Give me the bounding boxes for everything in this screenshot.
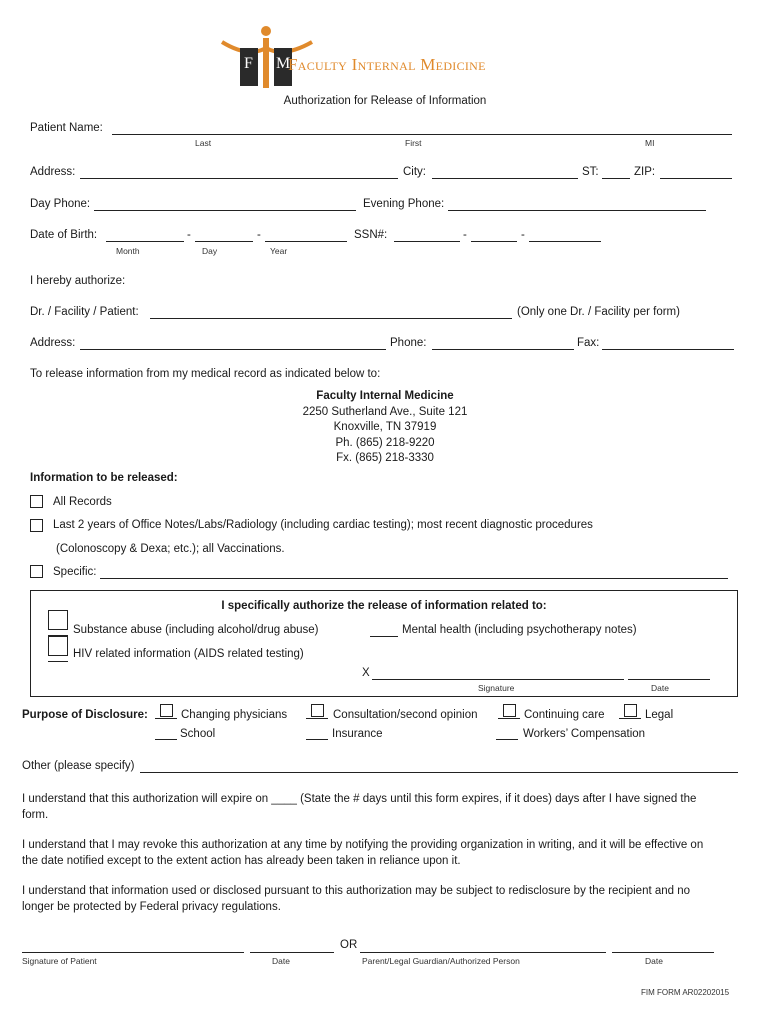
specific-checkbox[interactable] — [30, 565, 43, 578]
provider-address-label: Address: — [30, 337, 76, 349]
last2-years-checkbox[interactable] — [30, 519, 43, 532]
consultation-label: Consultation/second opinion — [333, 709, 478, 721]
patient-name-label: Patient Name: — [30, 122, 103, 134]
hiv-underline — [48, 651, 68, 662]
address-label: Address: — [30, 166, 76, 178]
changing-physicians-label: Changing physicians — [181, 709, 288, 721]
evening-phone-field[interactable] — [448, 200, 706, 211]
logo-name: Faculty Internal Medicine — [288, 55, 486, 74]
ssn-sep1: - — [463, 229, 467, 241]
or-text: OR — [340, 939, 358, 951]
dob-day-sublabel: Day — [202, 246, 218, 256]
state-label: ST: — [582, 166, 599, 178]
school-label: School — [180, 728, 216, 740]
consultation-underline — [306, 708, 328, 719]
ssn-label: SSN#: — [354, 229, 388, 241]
mental-health-checkbox[interactable] — [370, 626, 398, 637]
redisclose-paragraph — [22, 883, 690, 915]
continuing-underline — [498, 708, 520, 719]
patient-name-field[interactable] — [112, 124, 732, 135]
school-checkbox[interactable] — [155, 729, 177, 740]
dob-month-field[interactable] — [106, 231, 184, 242]
dob-day-field[interactable] — [195, 231, 253, 242]
form-title: Authorization for Release of Information — [283, 95, 487, 107]
expire-paragraph — [22, 791, 696, 823]
dob-label: Date of Birth: — [30, 229, 98, 241]
specific-label: Specific: — [53, 566, 97, 578]
dob-month-sublabel: Month — [116, 246, 140, 256]
workers-comp-label: Workers’ Compensation — [523, 728, 646, 740]
ssn-part2-field[interactable] — [471, 231, 517, 242]
logo-emblem — [218, 18, 318, 88]
logo-monogram-f: F — [244, 55, 253, 72]
provider-phone-field[interactable] — [432, 339, 574, 350]
legal-label: Legal — [645, 709, 674, 721]
continuing-care-label: Continuing care — [524, 709, 605, 721]
redisclose-line-1: I understand that information used or disclosed pursuant to this authorization may be subject to redisclosure by the recipient and no — [22, 885, 691, 897]
revoke-line-2: the date notified except to the extent action has already been taken in reliance upon it. — [22, 855, 461, 867]
provider-label: Dr. / Facility / Patient: — [30, 306, 139, 318]
city-label: City: — [403, 166, 426, 178]
release-to-text: To release information from my medical record as indicated below to: — [30, 368, 381, 380]
recipient-name: Faculty Internal Medicine — [316, 390, 454, 402]
special-date-sublabel: Date — [651, 683, 669, 693]
guardian-date-field[interactable] — [612, 942, 714, 953]
revoke-line-1: I understand that I may revoke this authorization at any time by notifying the providing organization in writing, and it will be effective on — [22, 839, 704, 851]
redisclose-line-2: longer be protected by Federal privacy regulations. — [22, 901, 281, 913]
last2-years-label: Last 2 years of Office Notes/Labs/Radiology (including cardiac testing); most recent diagnostic procedures — [53, 519, 593, 531]
ssn-sep2: - — [521, 229, 525, 241]
last2-years-label-cont: (Colonoscopy & Dexa; etc.); all Vaccinations. — [56, 543, 285, 555]
city-field[interactable] — [432, 168, 578, 179]
authorize-text: I hereby authorize: — [30, 275, 126, 287]
recipient-block — [0, 389, 770, 467]
patient-mi-sublabel: MI — [645, 138, 655, 148]
info-heading: Information to be released: — [30, 472, 178, 484]
logo — [218, 18, 548, 88]
special-heading: I specifically authorize the release of information related to: — [221, 600, 547, 612]
sig-patient-sublabel: Signature of Patient — [22, 956, 97, 966]
zip-label: ZIP: — [634, 166, 656, 178]
patient-first-sublabel: First — [405, 138, 422, 148]
patient-signature-field[interactable] — [22, 942, 244, 953]
provider-phone-label: Phone: — [390, 337, 427, 349]
provider-fax-field[interactable] — [602, 339, 734, 350]
recipient-city: Knoxville, TN 37919 — [333, 421, 437, 433]
dob-year-sublabel: Year — [270, 246, 288, 256]
expire-line-1: I understand that this authorization will expire on ____ (State the # days until this form expires, if it does) days after I have signed the — [22, 793, 697, 805]
special-date-field[interactable] — [628, 669, 710, 680]
recipient-phone: Ph. (865) 218-9220 — [335, 436, 435, 449]
special-signature-field[interactable] — [372, 669, 624, 680]
all-records-label: All Records — [53, 496, 112, 508]
expire-line-2: form. — [22, 809, 49, 821]
all-records-checkbox[interactable] — [30, 495, 43, 508]
sig-guardian-sublabel: Parent/Legal Guardian/Authorized Person — [362, 956, 520, 966]
ssn-part1-field[interactable] — [394, 231, 460, 242]
sig-date1-sublabel: Date — [272, 956, 290, 966]
legal-underline — [619, 708, 641, 719]
dob-sep2: - — [257, 229, 261, 241]
address-field[interactable] — [80, 168, 398, 179]
provider-address-field[interactable] — [80, 339, 386, 350]
provider-fax-label: Fax: — [577, 337, 600, 349]
day-phone-field[interactable] — [94, 200, 356, 211]
purpose-label: Purpose of Disclosure: — [22, 709, 148, 721]
recipient-fax: Fx. (865) 218-3330 — [336, 452, 434, 464]
form-id: FIM FORM AR02202015 — [641, 988, 730, 997]
state-field[interactable] — [602, 168, 630, 179]
substance-label: Substance abuse (including alcohol/drug abuse) — [73, 624, 319, 636]
recipient-street: 2250 Sutherland Ave., Suite 121 — [302, 405, 468, 418]
provider-field[interactable] — [150, 308, 512, 319]
day-phone-label: Day Phone: — [30, 198, 91, 210]
workers-comp-checkbox[interactable] — [496, 729, 518, 740]
insurance-checkbox[interactable] — [306, 729, 328, 740]
revoke-paragraph — [22, 837, 703, 869]
changing-underline — [155, 708, 177, 719]
guardian-signature-field[interactable] — [360, 942, 606, 953]
special-signature-sublabel: Signature — [478, 683, 515, 693]
other-label: Other (please specify) — [22, 760, 135, 772]
zip-field[interactable] — [660, 168, 732, 179]
specific-field[interactable] — [100, 568, 728, 579]
patient-date-field[interactable] — [250, 942, 334, 953]
dob-year-field[interactable] — [265, 231, 347, 242]
other-field[interactable] — [140, 762, 738, 773]
ssn-part3-field[interactable] — [529, 231, 601, 242]
special-x-mark: X — [362, 667, 370, 679]
logo-monogram-m: M — [276, 55, 291, 72]
sig-date2-sublabel: Date — [645, 956, 663, 966]
provider-note: (Only one Dr. / Facility per form) — [517, 306, 680, 318]
insurance-label: Insurance — [332, 728, 383, 740]
evening-phone-label: Evening Phone: — [363, 198, 445, 210]
dob-sep1: - — [187, 229, 191, 241]
mental-health-label: Mental health (including psychotherapy notes) — [402, 624, 637, 636]
substance-underline — [48, 625, 68, 636]
hiv-label: HIV related information (AIDS related testing) — [73, 648, 304, 660]
patient-last-sublabel: Last — [195, 138, 212, 148]
